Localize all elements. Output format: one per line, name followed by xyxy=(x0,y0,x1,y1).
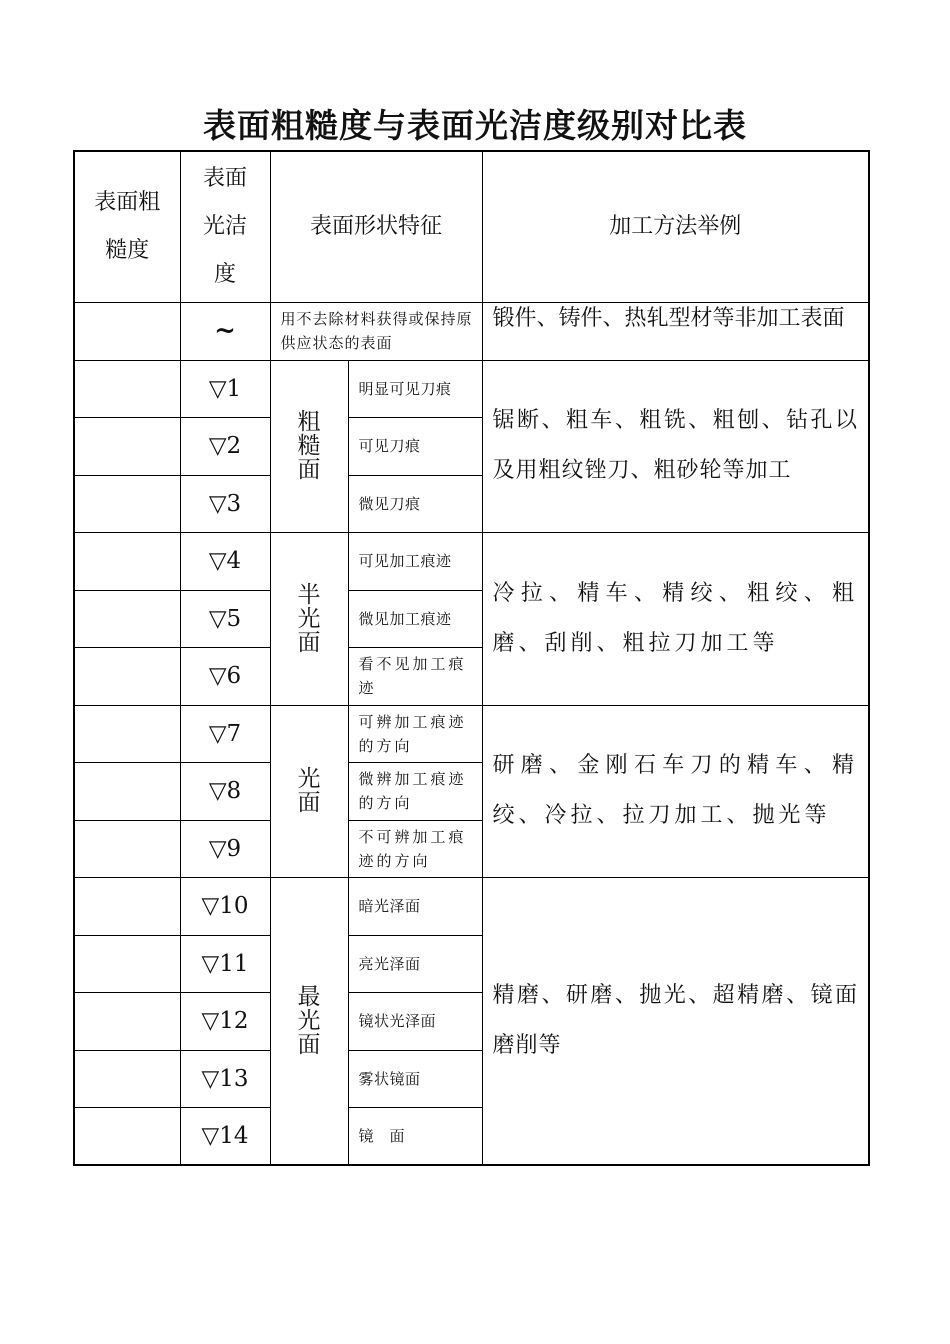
group-label-text: 粗糙面 xyxy=(297,409,321,483)
header-feature: 表面形状特征 xyxy=(270,151,482,302)
header-row xyxy=(74,151,869,302)
roughness-cell xyxy=(74,705,180,762)
finish-symbol: ▽3 xyxy=(180,475,270,532)
group-label-text: 半光面 xyxy=(297,581,321,656)
finish-symbol: ▽1 xyxy=(180,360,270,417)
roughness-cell xyxy=(74,762,180,820)
finish-symbol: ▽11 xyxy=(180,935,270,992)
method-cell: 锯断、粗车、粗铣、粗刨、钻孔以及用粗纹锉刀、粗砂轮等加工 xyxy=(482,360,869,532)
feature-cell: 明显可见刀痕 xyxy=(348,360,482,417)
feature-cell: 看不见加工痕迹 xyxy=(348,647,482,705)
page-title: 表面粗糙度与表面光洁度级别对比表 xyxy=(203,106,747,145)
finish-symbol: ▽14 xyxy=(180,1107,270,1165)
feature-cell: 亮光泽面 xyxy=(348,935,482,992)
finish-symbol: ▽5 xyxy=(180,590,270,647)
finish-symbol: ▽12 xyxy=(180,992,270,1050)
feature-cell: 微见刀痕 xyxy=(348,475,482,532)
feature-cell: 不可辨加工痕迹的方向 xyxy=(348,820,482,877)
group-label xyxy=(270,877,348,1165)
header-finish: 表面光洁度 xyxy=(180,151,270,302)
group-label-text: 光面 xyxy=(297,766,321,816)
roughness-cell xyxy=(74,1050,180,1107)
comparison-table xyxy=(73,150,870,1166)
feature-cell: 镜 面 xyxy=(348,1107,482,1165)
group-label-text: 最光面 xyxy=(297,983,321,1058)
group-label xyxy=(270,705,348,877)
table-row xyxy=(74,705,869,762)
finish-symbol: ▽6 xyxy=(180,647,270,705)
roughness-cell xyxy=(74,877,180,935)
finish-symbol: ▽2 xyxy=(180,417,270,475)
finish-symbol: ▽8 xyxy=(180,762,270,820)
method-cell: 冷拉、精车、精绞、粗绞、粗磨、刮削、粗拉刀加工等 xyxy=(482,532,869,705)
header-method: 加工方法举例 xyxy=(482,151,869,302)
feature-cell: 用不去除材料获得或保持原供应状态的表面 xyxy=(270,302,482,360)
table-row xyxy=(74,532,869,590)
roughness-cell xyxy=(74,417,180,475)
roughness-cell xyxy=(74,532,180,590)
roughness-cell xyxy=(74,992,180,1050)
finish-symbol: ~ xyxy=(180,302,270,360)
finish-symbol: ▽10 xyxy=(180,877,270,935)
finish-symbol: ▽4 xyxy=(180,532,270,590)
feature-cell: 微见加工痕迹 xyxy=(348,590,482,647)
method-cell: 研磨、金刚石车刀的精车、精绞、冷拉、拉刀加工、抛光等 xyxy=(482,705,869,877)
group-label xyxy=(270,360,348,532)
feature-cell: 镜状光泽面 xyxy=(348,992,482,1050)
roughness-cell xyxy=(74,360,180,417)
roughness-cell xyxy=(74,302,180,360)
table-row xyxy=(74,877,869,935)
feature-cell: 暗光泽面 xyxy=(348,877,482,935)
feature-cell: 可见加工痕迹 xyxy=(348,532,482,590)
table-row xyxy=(74,360,869,417)
roughness-cell xyxy=(74,590,180,647)
roughness-cell xyxy=(74,475,180,532)
feature-cell: 可辨加工痕迹的方向 xyxy=(348,705,482,762)
feature-cell: 可见刀痕 xyxy=(348,417,482,475)
table-row xyxy=(74,302,869,360)
method-cell: 精磨、研磨、抛光、超精磨、镜面磨削等 xyxy=(482,877,869,1165)
method-cell: 锻件、铸件、热轧型材等非加工表面 xyxy=(482,302,869,360)
roughness-cell xyxy=(74,647,180,705)
finish-symbol: ▽7 xyxy=(180,705,270,762)
feature-cell: 微辨加工痕迹的方向 xyxy=(348,762,482,820)
feature-cell: 雾状镜面 xyxy=(348,1050,482,1107)
roughness-cell xyxy=(74,820,180,877)
roughness-cell xyxy=(74,935,180,992)
finish-symbol: ▽13 xyxy=(180,1050,270,1107)
roughness-cell xyxy=(74,1107,180,1165)
finish-symbol: ▽9 xyxy=(180,820,270,877)
group-label xyxy=(270,532,348,705)
header-roughness: 表面粗糙度 xyxy=(74,151,180,302)
